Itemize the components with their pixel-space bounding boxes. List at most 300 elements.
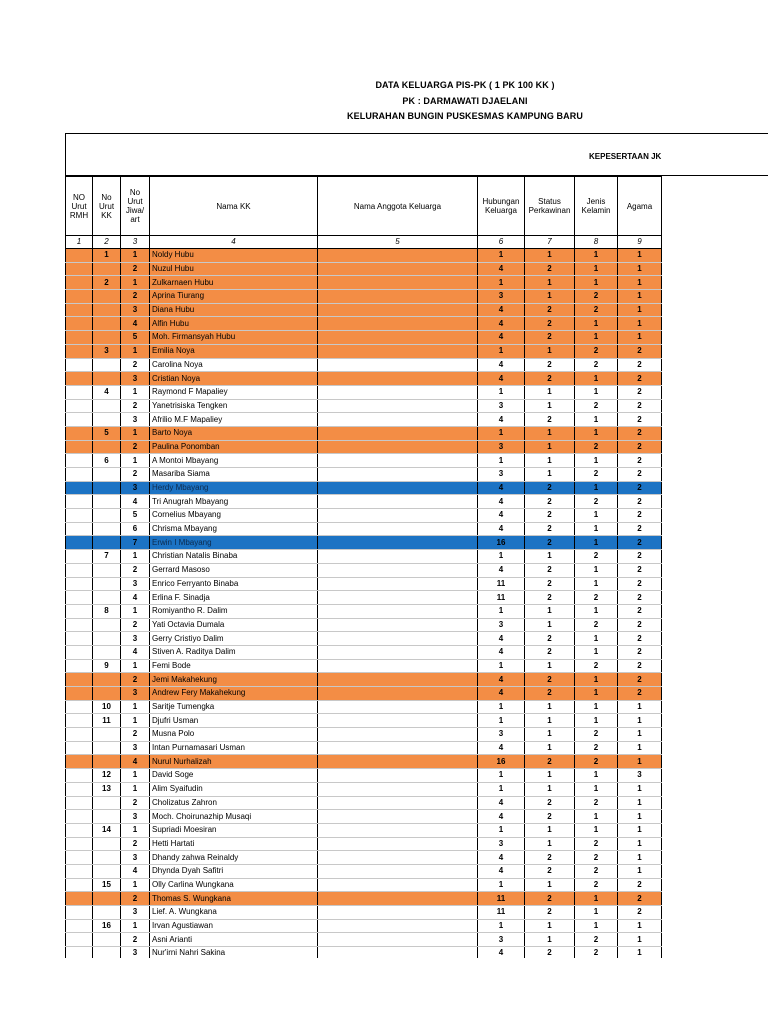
- cell-nama-kk[interactable]: Femi Bode: [150, 659, 318, 673]
- table-row[interactable]: [66, 344, 662, 358]
- cell-no-jiwa[interactable]: 2: [121, 399, 150, 413]
- cell-agama[interactable]: 2: [618, 604, 662, 618]
- cell-no-kk[interactable]: 14: [93, 823, 121, 837]
- cell-agama[interactable]: 2: [618, 372, 662, 386]
- cell-hubungan[interactable]: 1: [478, 249, 525, 263]
- table-row[interactable]: [66, 454, 662, 468]
- table-row[interactable]: [66, 878, 662, 892]
- cell-no-kk[interactable]: 7: [93, 550, 121, 564]
- cell-no-kk[interactable]: [93, 399, 121, 413]
- cell-nama-kk[interactable]: Djufri Usman: [150, 714, 318, 728]
- table-row[interactable]: [66, 468, 662, 482]
- cell-status[interactable]: 1: [525, 385, 575, 399]
- cell-hubungan[interactable]: 3: [478, 728, 525, 742]
- cell-no-rmh[interactable]: [66, 399, 93, 413]
- cell-no-kk[interactable]: [93, 563, 121, 577]
- cell-status[interactable]: 2: [525, 796, 575, 810]
- cell-anggota[interactable]: [318, 372, 478, 386]
- cell-no-jiwa[interactable]: 4: [121, 317, 150, 331]
- table-row[interactable]: [66, 673, 662, 687]
- cell-status[interactable]: 1: [525, 659, 575, 673]
- cell-no-kk[interactable]: [93, 906, 121, 920]
- cell-hubungan[interactable]: 3: [478, 440, 525, 454]
- table-row[interactable]: [66, 769, 662, 783]
- cell-agama[interactable]: 1: [618, 851, 662, 865]
- cell-nama-kk[interactable]: Hetti Hartati: [150, 837, 318, 851]
- cell-no-rmh[interactable]: [66, 509, 93, 523]
- cell-agama[interactable]: 1: [618, 919, 662, 933]
- cell-no-kk[interactable]: [93, 495, 121, 509]
- cell-anggota[interactable]: [318, 906, 478, 920]
- cell-jenis-kelamin[interactable]: 2: [575, 878, 618, 892]
- cell-agama[interactable]: 2: [618, 468, 662, 482]
- table-row[interactable]: [66, 385, 662, 399]
- cell-jenis-kelamin[interactable]: 2: [575, 399, 618, 413]
- cell-hubungan[interactable]: 4: [478, 632, 525, 646]
- cell-no-rmh[interactable]: [66, 262, 93, 276]
- cell-no-kk[interactable]: [93, 837, 121, 851]
- cell-nama-kk[interactable]: Alfin Hubu: [150, 317, 318, 331]
- cell-nama-kk[interactable]: Intan Purnamasari Usman: [150, 741, 318, 755]
- cell-anggota[interactable]: [318, 837, 478, 851]
- table-row[interactable]: [66, 522, 662, 536]
- cell-nama-kk[interactable]: Zulkarnaen Hubu: [150, 276, 318, 290]
- cell-jenis-kelamin[interactable]: 1: [575, 522, 618, 536]
- cell-hubungan[interactable]: 4: [478, 796, 525, 810]
- cell-no-jiwa[interactable]: 4: [121, 864, 150, 878]
- cell-status[interactable]: 2: [525, 495, 575, 509]
- cell-no-rmh[interactable]: [66, 604, 93, 618]
- cell-anggota[interactable]: [318, 645, 478, 659]
- cell-anggota[interactable]: [318, 659, 478, 673]
- cell-agama[interactable]: 2: [618, 454, 662, 468]
- cell-status[interactable]: 1: [525, 344, 575, 358]
- cell-status[interactable]: 2: [525, 687, 575, 701]
- cell-no-jiwa[interactable]: 1: [121, 700, 150, 714]
- cell-jenis-kelamin[interactable]: 1: [575, 632, 618, 646]
- cell-no-rmh[interactable]: [66, 426, 93, 440]
- cell-hubungan[interactable]: 1: [478, 659, 525, 673]
- cell-agama[interactable]: 2: [618, 632, 662, 646]
- cell-no-rmh[interactable]: [66, 782, 93, 796]
- cell-hubungan[interactable]: 1: [478, 604, 525, 618]
- cell-no-jiwa[interactable]: 1: [121, 276, 150, 290]
- cell-hubungan[interactable]: 1: [478, 550, 525, 564]
- cell-status[interactable]: 1: [525, 728, 575, 742]
- cell-no-kk[interactable]: 4: [93, 385, 121, 399]
- cell-no-rmh[interactable]: [66, 741, 93, 755]
- cell-hubungan[interactable]: 1: [478, 276, 525, 290]
- cell-no-kk[interactable]: [93, 796, 121, 810]
- cell-no-rmh[interactable]: [66, 906, 93, 920]
- cell-jenis-kelamin[interactable]: 1: [575, 577, 618, 591]
- cell-jenis-kelamin[interactable]: 1: [575, 481, 618, 495]
- cell-no-rmh[interactable]: [66, 714, 93, 728]
- cell-no-jiwa[interactable]: 2: [121, 618, 150, 632]
- cell-status[interactable]: 2: [525, 947, 575, 958]
- cell-hubungan[interactable]: 4: [478, 262, 525, 276]
- cell-no-jiwa[interactable]: 2: [121, 892, 150, 906]
- cell-hubungan[interactable]: 4: [478, 481, 525, 495]
- cell-anggota[interactable]: [318, 618, 478, 632]
- cell-no-rmh[interactable]: [66, 933, 93, 947]
- cell-no-kk[interactable]: 5: [93, 426, 121, 440]
- cell-agama[interactable]: 1: [618, 714, 662, 728]
- cell-anggota[interactable]: [318, 892, 478, 906]
- cell-hubungan[interactable]: 1: [478, 823, 525, 837]
- cell-anggota[interactable]: [318, 741, 478, 755]
- cell-nama-kk[interactable]: Nurul Nurhalizah: [150, 755, 318, 769]
- cell-anggota[interactable]: [318, 687, 478, 701]
- cell-no-jiwa[interactable]: 1: [121, 385, 150, 399]
- cell-status[interactable]: 2: [525, 906, 575, 920]
- cell-hubungan[interactable]: 11: [478, 577, 525, 591]
- cell-nama-kk[interactable]: Stiven A. Raditya Dalim: [150, 645, 318, 659]
- cell-jenis-kelamin[interactable]: 1: [575, 276, 618, 290]
- cell-no-rmh[interactable]: [66, 413, 93, 427]
- cell-jenis-kelamin[interactable]: 2: [575, 933, 618, 947]
- cell-no-rmh[interactable]: [66, 659, 93, 673]
- cell-nama-kk[interactable]: Moch. Choirunazhip Musaqi: [150, 810, 318, 824]
- cell-nama-kk[interactable]: Paulina Ponomban: [150, 440, 318, 454]
- cell-status[interactable]: 1: [525, 468, 575, 482]
- cell-no-rmh[interactable]: [66, 358, 93, 372]
- cell-no-kk[interactable]: [93, 468, 121, 482]
- cell-status[interactable]: 2: [525, 673, 575, 687]
- cell-agama[interactable]: 2: [618, 399, 662, 413]
- cell-agama[interactable]: 2: [618, 413, 662, 427]
- cell-no-rmh[interactable]: [66, 468, 93, 482]
- cell-no-jiwa[interactable]: 1: [121, 249, 150, 263]
- cell-agama[interactable]: 2: [618, 536, 662, 550]
- cell-no-kk[interactable]: [93, 290, 121, 304]
- table-row[interactable]: [66, 906, 662, 920]
- cell-jenis-kelamin[interactable]: 1: [575, 385, 618, 399]
- cell-nama-kk[interactable]: Irvan Agustiawan: [150, 919, 318, 933]
- cell-agama[interactable]: 1: [618, 810, 662, 824]
- cell-jenis-kelamin[interactable]: 2: [575, 550, 618, 564]
- cell-hubungan[interactable]: 4: [478, 509, 525, 523]
- cell-agama[interactable]: 2: [618, 344, 662, 358]
- cell-nama-kk[interactable]: Noldy Hubu: [150, 249, 318, 263]
- cell-no-kk[interactable]: [93, 331, 121, 345]
- cell-no-jiwa[interactable]: 2: [121, 563, 150, 577]
- cell-anggota[interactable]: [318, 769, 478, 783]
- table-row[interactable]: [66, 645, 662, 659]
- cell-hubungan[interactable]: 3: [478, 837, 525, 851]
- cell-no-kk[interactable]: 1: [93, 249, 121, 263]
- cell-jenis-kelamin[interactable]: 2: [575, 618, 618, 632]
- cell-anggota[interactable]: [318, 947, 478, 958]
- cell-nama-kk[interactable]: Barto Noya: [150, 426, 318, 440]
- cell-jenis-kelamin[interactable]: 1: [575, 892, 618, 906]
- cell-no-kk[interactable]: [93, 645, 121, 659]
- cell-anggota[interactable]: [318, 509, 478, 523]
- cell-jenis-kelamin[interactable]: 1: [575, 372, 618, 386]
- cell-status[interactable]: 2: [525, 413, 575, 427]
- cell-jenis-kelamin[interactable]: 1: [575, 823, 618, 837]
- cell-nama-kk[interactable]: Herdy Mbayang: [150, 481, 318, 495]
- cell-no-kk[interactable]: [93, 755, 121, 769]
- cell-status[interactable]: 1: [525, 714, 575, 728]
- cell-no-rmh[interactable]: [66, 632, 93, 646]
- cell-status[interactable]: 1: [525, 276, 575, 290]
- table-row[interactable]: [66, 933, 662, 947]
- cell-status[interactable]: 1: [525, 878, 575, 892]
- cell-agama[interactable]: 2: [618, 687, 662, 701]
- cell-agama[interactable]: 1: [618, 947, 662, 958]
- cell-no-kk[interactable]: 8: [93, 604, 121, 618]
- cell-anggota[interactable]: [318, 399, 478, 413]
- cell-hubungan[interactable]: 4: [478, 317, 525, 331]
- table-row[interactable]: [66, 303, 662, 317]
- cell-nama-kk[interactable]: Nur'irni Nahri Sakina: [150, 947, 318, 958]
- cell-agama[interactable]: 2: [618, 577, 662, 591]
- cell-anggota[interactable]: [318, 249, 478, 263]
- cell-agama[interactable]: 2: [618, 481, 662, 495]
- cell-no-jiwa[interactable]: 3: [121, 632, 150, 646]
- cell-status[interactable]: 2: [525, 864, 575, 878]
- cell-no-kk[interactable]: [93, 673, 121, 687]
- cell-no-jiwa[interactable]: 1: [121, 919, 150, 933]
- cell-no-kk[interactable]: [93, 536, 121, 550]
- cell-jenis-kelamin[interactable]: 2: [575, 851, 618, 865]
- cell-hubungan[interactable]: 1: [478, 426, 525, 440]
- cell-anggota[interactable]: [318, 591, 478, 605]
- cell-anggota[interactable]: [318, 563, 478, 577]
- cell-anggota[interactable]: [318, 522, 478, 536]
- cell-no-kk[interactable]: 15: [93, 878, 121, 892]
- table-row[interactable]: [66, 632, 662, 646]
- cell-hubungan[interactable]: 1: [478, 782, 525, 796]
- cell-anggota[interactable]: [318, 632, 478, 646]
- cell-anggota[interactable]: [318, 426, 478, 440]
- cell-jenis-kelamin[interactable]: 1: [575, 604, 618, 618]
- cell-no-kk[interactable]: [93, 262, 121, 276]
- cell-jenis-kelamin[interactable]: 1: [575, 454, 618, 468]
- cell-anggota[interactable]: [318, 413, 478, 427]
- cell-anggota[interactable]: [318, 495, 478, 509]
- cell-status[interactable]: 1: [525, 741, 575, 755]
- cell-hubungan[interactable]: 1: [478, 385, 525, 399]
- cell-hubungan[interactable]: 1: [478, 769, 525, 783]
- cell-no-rmh[interactable]: [66, 550, 93, 564]
- cell-agama[interactable]: 2: [618, 591, 662, 605]
- table-row[interactable]: [66, 331, 662, 345]
- cell-status[interactable]: 1: [525, 290, 575, 304]
- cell-no-kk[interactable]: [93, 947, 121, 958]
- cell-status[interactable]: 2: [525, 317, 575, 331]
- table-row[interactable]: [66, 481, 662, 495]
- cell-nama-kk[interactable]: Thomas S. Wungkana: [150, 892, 318, 906]
- table-row[interactable]: [66, 563, 662, 577]
- cell-no-jiwa[interactable]: 2: [121, 796, 150, 810]
- cell-hubungan[interactable]: 4: [478, 645, 525, 659]
- cell-no-rmh[interactable]: [66, 851, 93, 865]
- table-row[interactable]: [66, 536, 662, 550]
- cell-jenis-kelamin[interactable]: 1: [575, 673, 618, 687]
- cell-status[interactable]: 1: [525, 249, 575, 263]
- cell-jenis-kelamin[interactable]: 2: [575, 495, 618, 509]
- cell-no-jiwa[interactable]: 2: [121, 440, 150, 454]
- cell-no-kk[interactable]: [93, 864, 121, 878]
- cell-agama[interactable]: 1: [618, 837, 662, 851]
- cell-agama[interactable]: 3: [618, 769, 662, 783]
- cell-no-jiwa[interactable]: 3: [121, 372, 150, 386]
- cell-no-rmh[interactable]: [66, 249, 93, 263]
- table-row[interactable]: [66, 700, 662, 714]
- cell-agama[interactable]: 2: [618, 878, 662, 892]
- table-row[interactable]: [66, 290, 662, 304]
- table-row[interactable]: [66, 947, 662, 958]
- cell-jenis-kelamin[interactable]: 1: [575, 249, 618, 263]
- cell-no-rmh[interactable]: [66, 536, 93, 550]
- table-row[interactable]: [66, 358, 662, 372]
- cell-no-jiwa[interactable]: 2: [121, 933, 150, 947]
- cell-jenis-kelamin[interactable]: 2: [575, 290, 618, 304]
- cell-anggota[interactable]: [318, 317, 478, 331]
- cell-no-kk[interactable]: [93, 687, 121, 701]
- cell-anggota[interactable]: [318, 714, 478, 728]
- cell-no-rmh[interactable]: [66, 317, 93, 331]
- cell-no-rmh[interactable]: [66, 385, 93, 399]
- cell-status[interactable]: 2: [525, 372, 575, 386]
- cell-status[interactable]: 1: [525, 782, 575, 796]
- table-row[interactable]: [66, 782, 662, 796]
- cell-agama[interactable]: 1: [618, 700, 662, 714]
- cell-no-jiwa[interactable]: 1: [121, 823, 150, 837]
- cell-agama[interactable]: 1: [618, 864, 662, 878]
- cell-status[interactable]: 1: [525, 618, 575, 632]
- cell-no-rmh[interactable]: [66, 344, 93, 358]
- cell-status[interactable]: 2: [525, 632, 575, 646]
- cell-no-jiwa[interactable]: 4: [121, 591, 150, 605]
- cell-no-rmh[interactable]: [66, 276, 93, 290]
- cell-hubungan[interactable]: 4: [478, 673, 525, 687]
- cell-anggota[interactable]: [318, 290, 478, 304]
- cell-no-rmh[interactable]: [66, 495, 93, 509]
- table-row[interactable]: [66, 276, 662, 290]
- cell-hubungan[interactable]: 3: [478, 290, 525, 304]
- cell-no-kk[interactable]: 2: [93, 276, 121, 290]
- cell-status[interactable]: 1: [525, 700, 575, 714]
- cell-no-kk[interactable]: [93, 851, 121, 865]
- cell-hubungan[interactable]: 4: [478, 851, 525, 865]
- cell-no-jiwa[interactable]: 7: [121, 536, 150, 550]
- cell-nama-kk[interactable]: Dhandy zahwa Reinaldy: [150, 851, 318, 865]
- cell-no-jiwa[interactable]: 3: [121, 851, 150, 865]
- cell-agama[interactable]: 1: [618, 331, 662, 345]
- cell-no-jiwa[interactable]: 1: [121, 344, 150, 358]
- cell-agama[interactable]: 2: [618, 440, 662, 454]
- cell-jenis-kelamin[interactable]: 2: [575, 344, 618, 358]
- cell-no-kk[interactable]: 16: [93, 919, 121, 933]
- cell-hubungan[interactable]: 4: [478, 522, 525, 536]
- cell-no-kk[interactable]: [93, 933, 121, 947]
- cell-nama-kk[interactable]: Nuzul Hubu: [150, 262, 318, 276]
- cell-no-jiwa[interactable]: 5: [121, 509, 150, 523]
- cell-no-jiwa[interactable]: 2: [121, 728, 150, 742]
- cell-jenis-kelamin[interactable]: 1: [575, 700, 618, 714]
- cell-agama[interactable]: 1: [618, 290, 662, 304]
- cell-hubungan[interactable]: 4: [478, 413, 525, 427]
- cell-no-kk[interactable]: 9: [93, 659, 121, 673]
- cell-agama[interactable]: 2: [618, 563, 662, 577]
- cell-agama[interactable]: 1: [618, 755, 662, 769]
- cell-status[interactable]: 2: [525, 262, 575, 276]
- cell-nama-kk[interactable]: Lief. A. Wungkana: [150, 906, 318, 920]
- cell-nama-kk[interactable]: David Soge: [150, 769, 318, 783]
- cell-agama[interactable]: 1: [618, 823, 662, 837]
- cell-no-kk[interactable]: [93, 591, 121, 605]
- table-row[interactable]: [66, 550, 662, 564]
- cell-no-jiwa[interactable]: 1: [121, 878, 150, 892]
- cell-no-rmh[interactable]: [66, 769, 93, 783]
- cell-no-rmh[interactable]: [66, 823, 93, 837]
- cell-status[interactable]: 1: [525, 769, 575, 783]
- cell-no-jiwa[interactable]: 3: [121, 303, 150, 317]
- cell-no-rmh[interactable]: [66, 755, 93, 769]
- cell-no-jiwa[interactable]: 3: [121, 481, 150, 495]
- table-row[interactable]: [66, 837, 662, 851]
- cell-nama-kk[interactable]: Andrew Fery Makahekung: [150, 687, 318, 701]
- cell-anggota[interactable]: [318, 344, 478, 358]
- cell-status[interactable]: 1: [525, 550, 575, 564]
- cell-jenis-kelamin[interactable]: 1: [575, 426, 618, 440]
- cell-nama-kk[interactable]: Cholizatus Zahron: [150, 796, 318, 810]
- cell-agama[interactable]: 2: [618, 645, 662, 659]
- cell-nama-kk[interactable]: Cristian Noya: [150, 372, 318, 386]
- cell-anggota[interactable]: [318, 604, 478, 618]
- cell-agama[interactable]: 2: [618, 906, 662, 920]
- cell-no-rmh[interactable]: [66, 919, 93, 933]
- cell-no-jiwa[interactable]: 2: [121, 468, 150, 482]
- cell-nama-kk[interactable]: Jemi Makahekung: [150, 673, 318, 687]
- cell-status[interactable]: 2: [525, 645, 575, 659]
- cell-status[interactable]: 2: [525, 509, 575, 523]
- table-row[interactable]: [66, 426, 662, 440]
- cell-agama[interactable]: 2: [618, 522, 662, 536]
- cell-jenis-kelamin[interactable]: 1: [575, 714, 618, 728]
- cell-agama[interactable]: 1: [618, 796, 662, 810]
- table-row[interactable]: [66, 317, 662, 331]
- cell-no-rmh[interactable]: [66, 892, 93, 906]
- cell-hubungan[interactable]: 3: [478, 618, 525, 632]
- table-row[interactable]: [66, 262, 662, 276]
- cell-anggota[interactable]: [318, 919, 478, 933]
- cell-no-kk[interactable]: [93, 317, 121, 331]
- cell-no-jiwa[interactable]: 2: [121, 262, 150, 276]
- cell-hubungan[interactable]: 11: [478, 892, 525, 906]
- table-row[interactable]: [66, 577, 662, 591]
- cell-no-jiwa[interactable]: 2: [121, 837, 150, 851]
- cell-anggota[interactable]: [318, 755, 478, 769]
- cell-status[interactable]: 1: [525, 454, 575, 468]
- table-row[interactable]: [66, 810, 662, 824]
- cell-nama-kk[interactable]: Saritje Tumengka: [150, 700, 318, 714]
- cell-hubungan[interactable]: 4: [478, 864, 525, 878]
- cell-anggota[interactable]: [318, 810, 478, 824]
- cell-anggota[interactable]: [318, 577, 478, 591]
- cell-agama[interactable]: 2: [618, 358, 662, 372]
- cell-anggota[interactable]: [318, 700, 478, 714]
- cell-status[interactable]: 2: [525, 892, 575, 906]
- table-row[interactable]: [66, 796, 662, 810]
- cell-nama-kk[interactable]: Masariba Siama: [150, 468, 318, 482]
- cell-agama[interactable]: 1: [618, 933, 662, 947]
- cell-agama[interactable]: 1: [618, 317, 662, 331]
- cell-jenis-kelamin[interactable]: 1: [575, 317, 618, 331]
